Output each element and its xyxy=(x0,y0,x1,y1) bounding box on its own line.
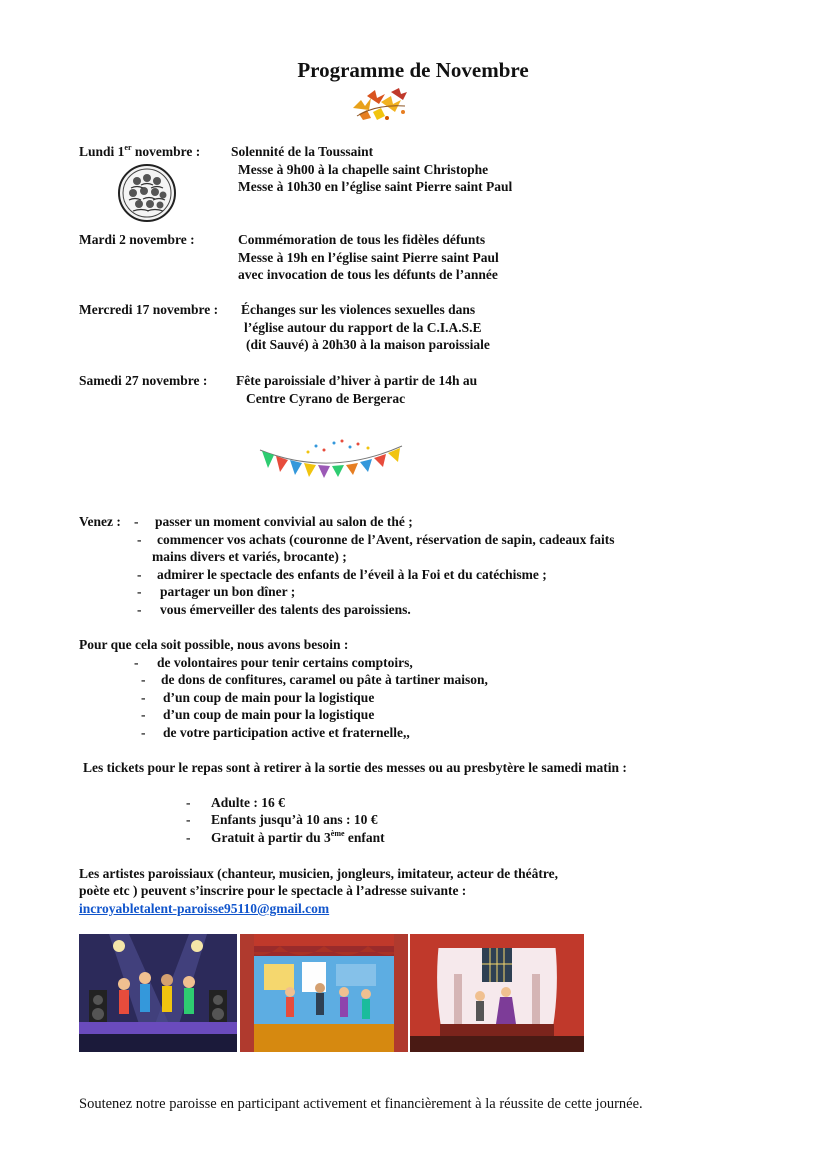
bullet-dash: - xyxy=(186,795,191,810)
event-2-line-3: avec invocation de tous les défunts de l’année xyxy=(238,267,498,282)
autumn-leaves-icon xyxy=(347,86,413,126)
event-2-line-1: Commémoration de tous les fidèles défunts xyxy=(238,232,486,247)
bullet-dash: - xyxy=(137,567,142,582)
event-3-line-3: (dit Sauvé) à 20h30 à la maison paroissiale xyxy=(246,337,490,352)
artists-line-1: Les artistes paroissiaux (chanteur, musicien, jongleurs, imitateur, acteur de théâtre, xyxy=(79,866,558,881)
event-4-line-2: Centre Cyrano de Bergerac xyxy=(246,391,406,406)
footer-text: Soutenez notre paroisse en participant activement et financièrement à la réussite de cette journée. xyxy=(79,1096,643,1112)
venez-item: partager un bon dîner ; xyxy=(160,584,296,599)
dance-stage-illustration xyxy=(240,934,408,1052)
price-kids: Enfants jusqu’à 10 ans : 10 € xyxy=(211,812,378,827)
saints-medallion-icon xyxy=(117,163,177,223)
besoin-item: de votre participation active et fraternelle,, xyxy=(163,725,410,740)
page-title: Programme de Novembre xyxy=(297,58,529,82)
price-free: Gratuit à partir du 3ème enfant xyxy=(211,829,385,845)
bullet-dash: - xyxy=(141,725,146,740)
artists-email-link[interactable] xyxy=(79,900,329,917)
venez-label: Venez : xyxy=(79,514,121,529)
venez-item: passer un moment convivial au salon de thé ; xyxy=(155,514,413,529)
besoin-heading: Pour que cela soit possible, nous avons besoin : xyxy=(79,637,349,652)
venez-item: admirer le spectacle des enfants de l’éveil à la Foi et du catéchisme ; xyxy=(157,567,547,582)
venez-item: commencer vos achats (couronne de l’Avent, réservation de sapin, cadeaux faits xyxy=(157,532,615,547)
bullet-dash: - xyxy=(137,584,142,599)
venez-item: vous émerveiller des talents des paroissiens. xyxy=(160,602,411,617)
bullet-dash: - xyxy=(137,532,142,547)
event-3-line-2: l’église autour du rapport de la C.I.A.S.E xyxy=(244,320,482,335)
bullet-dash: - xyxy=(186,830,191,845)
tickets-heading: Les tickets pour le repas sont à retirer à la sortie des messes ou au presbytère le samedi matin : xyxy=(83,760,627,775)
price-adult: Adulte : 16 € xyxy=(211,795,285,810)
besoin-item: d’un coup de main pour la logistique xyxy=(163,690,375,705)
event-3-label: Mercredi 17 novembre : xyxy=(79,302,219,317)
event-4-label: Samedi 27 novembre : xyxy=(79,373,208,388)
email-link[interactable]: incroyabletalent-paroisse95110@gmail.com xyxy=(79,901,330,916)
event-1-line-1: Solennité de la Toussaint xyxy=(231,144,374,159)
besoin-item: de dons de confitures, caramel ou pâte à tartiner maison, xyxy=(161,672,488,687)
event-1-label: Lundi 1er novembre : xyxy=(79,143,201,159)
theatre-stage-illustration xyxy=(410,934,584,1052)
event-3-line-1: Échanges sur les violences sexuelles dans xyxy=(241,302,476,317)
bullet-dash: - xyxy=(186,812,191,827)
venez-item-continued: mains divers et variés, brocante) ; xyxy=(152,549,347,564)
bullet-dash: - xyxy=(141,690,146,705)
event-1-line-3: Messe à 10h30 en l’église saint Pierre saint Paul xyxy=(238,179,513,194)
event-2-line-2: Messe à 19h en l’église saint Pierre saint Paul xyxy=(238,250,499,265)
concert-stage-illustration xyxy=(79,934,237,1052)
besoin-item: d’un coup de main pour la logistique xyxy=(163,707,375,722)
artists-line-2: poète etc ) peuvent s’inscrire pour le spectacle à l’adresse suivante : xyxy=(79,883,467,898)
bullet-dash: - xyxy=(141,707,146,722)
event-1-line-2: Messe à 9h00 à la chapelle saint Christophe xyxy=(238,162,489,177)
besoin-item: de volontaires pour tenir certains comptoirs, xyxy=(157,655,413,670)
bullet-dash: - xyxy=(141,672,146,687)
bunting-garland-icon xyxy=(258,438,404,478)
bullet-dash: - xyxy=(134,514,139,529)
event-4-line-1: Fête paroissiale d’hiver à partir de 14h au xyxy=(236,373,478,388)
event-2-label: Mardi 2 novembre : xyxy=(79,232,195,247)
bullet-dash: - xyxy=(137,602,142,617)
bullet-dash: - xyxy=(134,655,139,670)
